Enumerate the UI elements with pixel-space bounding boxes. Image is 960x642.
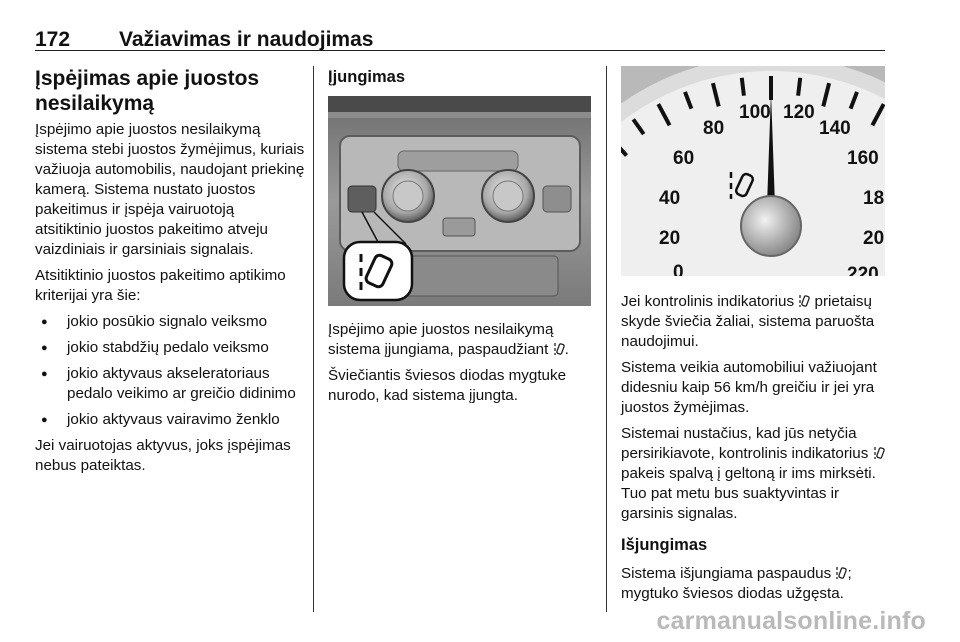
paragraph: mygtuko šviesos diodas užgęsta.	[621, 585, 844, 602]
paragraph: Jei kontrolinis indikatorius prietaisų skyde šviečia žaliai, sistema paruošta naudojimui.	[621, 293, 875, 350]
paragraph: Atsitiktinio juostos pakeitimo aptikimo kriterijai yra šie:	[35, 267, 286, 304]
column-divider	[606, 66, 607, 612]
watermark: carmanualsonline.info	[656, 607, 926, 635]
speed-label: 80	[703, 118, 725, 139]
paragraph: Jei vairuotojas aktyvus, joks įspėjimas nebus pateiktas.	[35, 437, 291, 474]
speed-label: 140	[819, 118, 851, 139]
column-left	[35, 66, 305, 482]
lane-departure-indicator-icon	[553, 342, 565, 356]
speedometer-tick	[798, 78, 800, 96]
speed-label: 220	[847, 264, 879, 276]
speed-label: 100	[739, 102, 771, 123]
lane-departure-indicator-icon	[835, 566, 847, 580]
lane-departure-indicator-icon	[873, 446, 885, 460]
speed-label: 18	[863, 188, 885, 209]
speed-label: 0	[673, 262, 684, 276]
chapter-title: Važiavimas ir naudojimas	[119, 28, 374, 51]
list-item: ● jokio aktyvaus vairavimo ženklo	[35, 410, 305, 430]
speed-label: 20	[863, 228, 885, 249]
speed-label: 160	[847, 148, 879, 169]
list-item: ● jokio aktyvaus akseleratoriaus pedalo veikimo ar greičio didinimo	[35, 364, 305, 404]
console-button-figure	[328, 96, 591, 306]
paragraph: Šviečiantis šviesos diodas mygtuke nurodo, kad sistema įjungta.	[328, 367, 567, 404]
speed-label: 20	[659, 228, 681, 249]
section-title: Įspėjimas apie juostos nesilaikymą	[35, 67, 260, 115]
speed-label: 60	[673, 148, 695, 169]
lane-departure-indicator-icon	[798, 294, 810, 308]
column-middle	[328, 66, 596, 412]
speedometer-tick	[742, 78, 744, 96]
paragraph: Sistemai nustačius, kad jūs netyčia persirikiavote, kontrolinis indikatorius pakeis spalvą į geltoną ir ims mirksėti. Tuo pat metu bus suaktyvintas ir garsinis signalas.	[621, 424, 891, 524]
column-right	[621, 66, 891, 610]
paragraph: Sistema išjungiama paspaudus ;	[621, 565, 852, 582]
page-header	[35, 18, 885, 51]
paragraph: Įspėjimo apie juostos nesilaikymą sistema įjungiama, paspaudžiant .	[328, 321, 569, 358]
speedometer-illustration	[621, 66, 885, 276]
speedometer-figure	[621, 66, 885, 276]
speed-label: 120	[783, 102, 815, 123]
criteria-list	[35, 312, 305, 430]
paragraph: Įspėjimo apie juostos nesilaikymą sistema stebi juostos žymėjimus, kuriais važiuoja automobilis, naudojant priekinę kamerą. Sistema nustato juostos pakeitimus ir įspėja vairuotoją atsitiktinio juostos pakeitimo atveju vaizdiniais ir garsiniais signalais.	[35, 121, 305, 258]
list-item: ● jokio stabdžių pedalo veiksmo	[35, 338, 305, 358]
paragraph: Sistema veikia automobiliui važiuojant didesniu kaip 56 km/h greičiu ir jei yra juostos žymėjimas.	[621, 359, 877, 416]
console-illustration	[328, 96, 591, 306]
page-number: 172	[35, 28, 71, 51]
column-divider	[313, 66, 314, 612]
list-item: ● jokio posūkio signalo veiksmo	[35, 312, 305, 332]
section-heading: Įjungimas	[328, 68, 406, 86]
section-heading: Išjungimas	[621, 536, 708, 554]
speed-label: 40	[659, 188, 681, 209]
